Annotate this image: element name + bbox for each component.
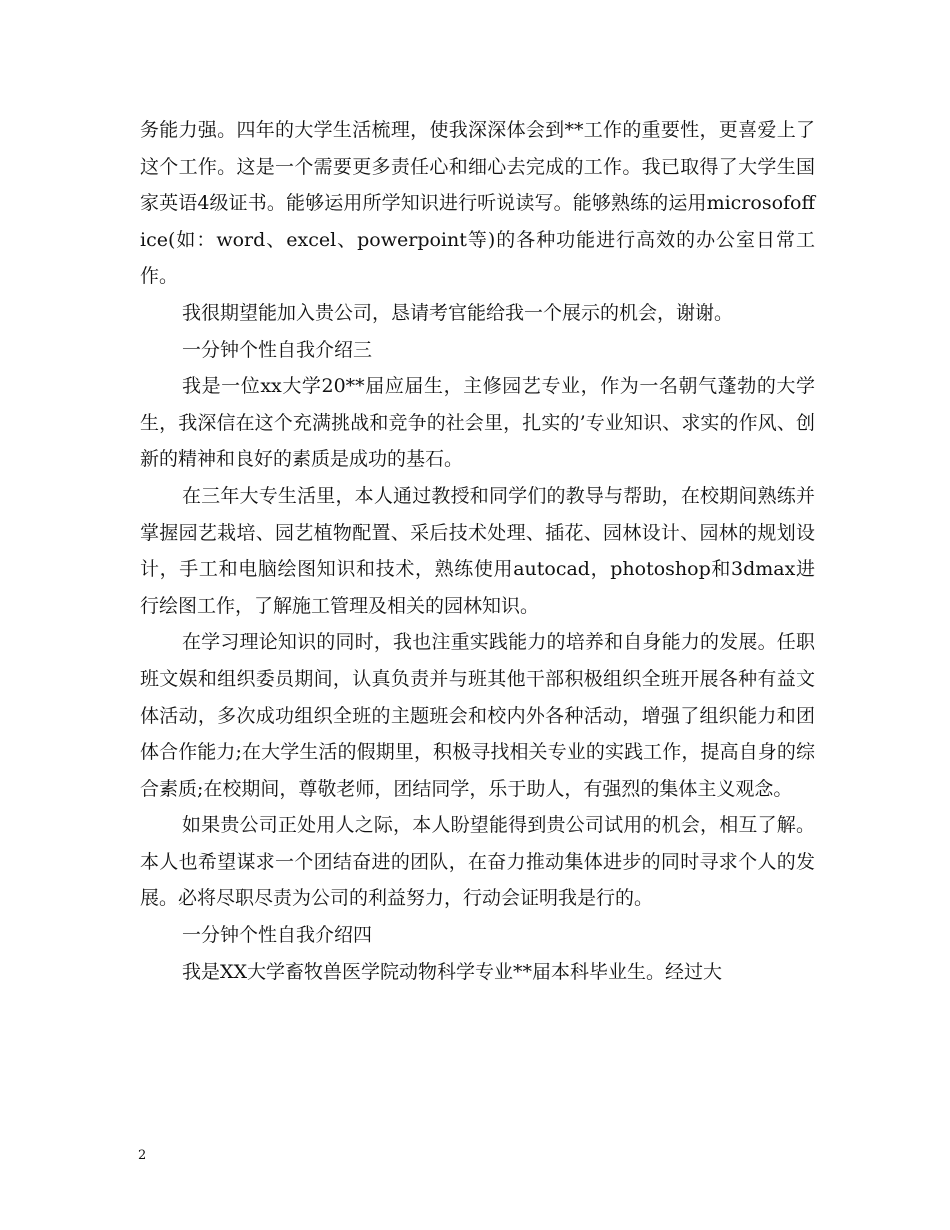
section-heading-three: 一分钟个性自我介绍三 [182,338,373,361]
paragraph-introduction-four: 我是XX大学畜牧兽医学院动物科学专业**届本科毕业生。经过大 [182,960,723,983]
paragraph-practice: 在学习理论知识的同时，我也注重实践能力的培养和自身能力的发展。任职班文娱和组织委员期间，认真负责并与班其他干部积极组织全班开展各种有益文体活动，多次成功组织全班的主题班会和校内外各种活动，增强了组织能力和团体合作能力;在大学生活的假期里，积极寻找相关专业的实践工作，提高自身的综合素质;在校期间，尊敬老师，团结同学，乐于助人，有强烈的集体主义观念。 [140,631,815,800]
paragraph-skills: 在三年大专生活里，本人通过教授和同学们的教导与帮助，在校期间熟练并掌握园艺栽培、园艺植物配置、采后技术处理、插花、园林设计、园林的规划设计，手工和电脑绘图知识和技术，熟练使用autocad，photoshop和3dmax进行绘图工作，了解施工管理及相关的园林知识。 [140,484,815,617]
paragraph-continuation: 务能力强。四年的大学生活梳理，使我深深体会到**工作的重要性，更喜爱上了这个工作。这是一个需要更多责任心和细心去完成的工作。我已取得了大学生国家英语4级证书。能够运用所学知识进行听说读写。能够熟练的运用microsofoffice(如：word、excel、powerpoint等)的各种功能进行高效的办公室日常工作。 [140,119,815,288]
section-heading-four: 一分钟个性自我介绍四 [182,924,373,947]
page-number: 2 [138,1148,147,1163]
paragraph-closing-request: 我很期望能加入贵公司，恳请考官能给我一个展示的机会，谢谢。 [182,301,734,324]
paragraph-aspiration: 如果贵公司正处用人之际，本人盼望能得到贵公司试用的机会，相互了解。本人也希望谋求一个团结奋进的团队，在奋力推动集体进步的同时寻求个人的发展。必将尽职尽责为公司的利益努力，行动会证明我是行的。 [140,814,815,910]
paragraph-introduction: 我是一位xx大学20**届应届生，主修园艺专业，作为一名朝气蓬勃的大学生，我深信在这个充满挑战和竞争的社会里，扎实的’专业知识、求实的作风、创新的精神和良好的素质是成功的基石。 [140,375,815,471]
document-body [140,112,815,990]
